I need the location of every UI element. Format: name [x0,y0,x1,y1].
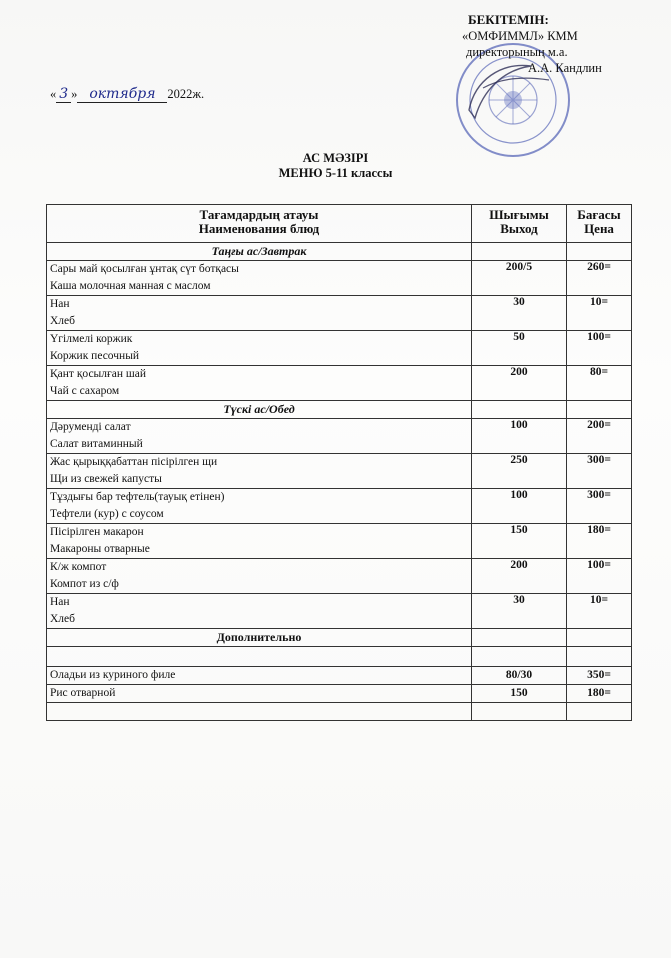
dish-name [47,331,472,366]
dish-name-ru: Макароны отварные [50,543,150,555]
dish-name-kz: Үгілмелі коржик [50,333,133,345]
dish-output: 30 [472,296,567,331]
dish-output: 150 [472,524,567,559]
title-kz: АС МӘЗІРІ [302,151,369,165]
dish-name-ru: Тефтели (кур) с соусом [50,508,164,520]
empty-row [47,647,632,667]
dish-name-kz: Нан [50,298,70,310]
table-row [47,594,632,629]
empty-cell [567,243,632,261]
table-row [47,559,632,594]
empty-cell [472,401,567,419]
date-close-quote: » [71,87,78,101]
dish-name-kz: К/ж компот [50,561,107,573]
table-row [47,454,632,489]
dish-name: Оладьи из куриного филе [47,667,472,685]
header-name-kz: Тағамдардың атауы [199,207,319,222]
header-dish-name [47,205,472,243]
dish-output: 50 [472,331,567,366]
dish-name [47,524,472,559]
header-out-ru: Выход [500,221,538,236]
table-header-row [47,205,632,243]
empty-row [47,703,632,721]
dish-price: 260= [567,261,632,296]
dish-output: 80/30 [472,667,567,685]
header-name-ru: Наименования блюд [198,221,320,236]
dish-name-ru: Щи из свежей капусты [50,473,162,485]
dish-name-ru: Каша молочная манная с маслом [50,280,211,292]
dish-output: 30 [472,594,567,629]
dish-price: 100= [567,559,632,594]
dish-name-ru: Салат витаминный [50,438,143,450]
section-row-breakfast [47,243,632,261]
empty-cell [472,703,567,721]
dish-output: 250 [472,454,567,489]
dish-name-ru: Компот из с/ф [50,578,119,590]
dish-price: 10= [567,296,632,331]
dish-name-ru: Коржик песочный [50,350,140,362]
dish-name-kz: Сары май қосылған ұнтақ сүт ботқасы [50,263,239,275]
dish-name-kz: Дәруменді салат [50,421,131,433]
section-label-lunch: Түскі ас/Обед [47,401,472,419]
empty-cell [472,647,567,667]
dish-price: 80= [567,366,632,401]
table-row [47,296,632,331]
table-row [47,489,632,524]
date-month: октября [77,86,167,103]
dish-output: 100 [472,419,567,454]
dish-name [47,559,472,594]
dish-price: 10= [567,594,632,629]
date-day: 3 [56,86,71,103]
dish-name [47,261,472,296]
empty-cell [567,401,632,419]
document-date [50,86,204,103]
section-row-lunch [47,401,632,419]
dish-name: Рис отварной [47,685,472,703]
header-price [567,205,632,243]
dish-name [47,489,472,524]
dish-price: 180= [567,524,632,559]
approval-signer: А.А. Кандлин [528,61,602,75]
dish-name-kz: Тұздығы бар тефтель(тауық етінен) [50,491,225,503]
empty-cell [47,647,472,667]
menu-table [46,204,632,721]
table-row [47,524,632,559]
section-label-breakfast: Таңғы ас/Завтрак [47,243,472,261]
dish-name [47,454,472,489]
dish-name-ru: Хлеб [50,613,75,625]
dish-name [47,366,472,401]
dish-name-kz: Қант қосылған шай [50,368,146,380]
empty-cell [472,629,567,647]
header-output [472,205,567,243]
dish-output: 150 [472,685,567,703]
dish-name [47,296,472,331]
header-out-kz: Шығымы [489,207,549,222]
dish-price: 200= [567,419,632,454]
dish-name-ru: Хлеб [50,315,75,327]
approval-position: директорының м.а. [466,45,568,59]
empty-cell [567,703,632,721]
section-label-extra: Дополнительно [47,629,472,647]
table-row [47,261,632,296]
dish-name-kz: Жас қырыққабаттан пісірілген щи [50,456,218,468]
dish-name-kz: Пісірілген макарон [50,526,144,538]
dish-output: 200 [472,559,567,594]
date-open-quote: « [50,87,57,101]
table-row [47,419,632,454]
dish-output: 200 [472,366,567,401]
dish-name [47,594,472,629]
date-year: 2022ж. [167,87,205,101]
approval-block [462,12,662,76]
approval-organization: «ОМФИММЛ» КММ [462,29,578,43]
table-row [47,331,632,366]
dish-price: 300= [567,489,632,524]
header-price-ru: Цена [584,221,614,236]
header-price-kz: Бағасы [577,207,621,222]
document-title [0,151,671,181]
table-row [47,667,632,685]
dish-output: 200/5 [472,261,567,296]
table-row [47,685,632,703]
dish-output: 100 [472,489,567,524]
table-row [47,366,632,401]
empty-cell [567,629,632,647]
empty-cell [47,703,472,721]
title-ru: МЕНЮ 5-11 классы [278,166,393,180]
dish-name-kz: Нан [50,596,70,608]
dish-name [47,419,472,454]
dish-price: 350= [567,667,632,685]
approval-title: БЕКІТЕМІН: [468,12,549,27]
dish-price: 300= [567,454,632,489]
dish-price: 100= [567,331,632,366]
section-row-extra [47,629,632,647]
empty-cell [472,243,567,261]
dish-name-ru: Чай с сахаром [50,385,120,397]
empty-cell [567,647,632,667]
dish-price: 180= [567,685,632,703]
